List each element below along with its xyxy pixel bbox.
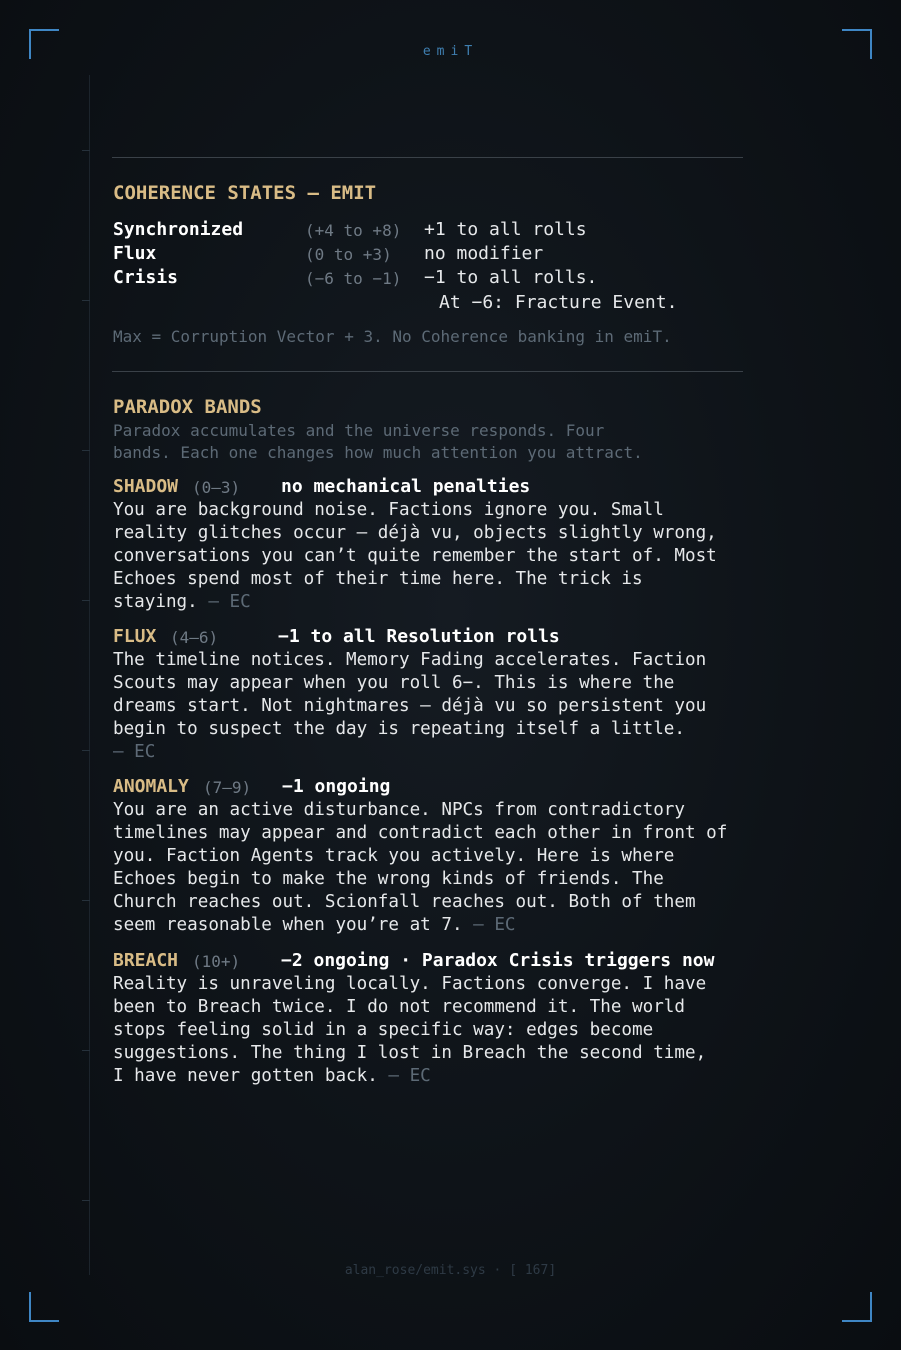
body-line: timelines may appear and contradict each other in front of [113, 823, 728, 844]
body-line: been to Breach twice. I do not recommend it. The world [113, 997, 685, 1018]
frame-corner-bottom-left [29, 1292, 59, 1322]
band-anomaly [113, 776, 753, 938]
body-line-last [113, 1065, 753, 1088]
body-line: Scouts may appear when you roll 6−. This is where the [113, 673, 675, 694]
body-line: I have never gotten back. [113, 1066, 389, 1087]
band-name: BREACH [113, 950, 179, 971]
band-body [113, 799, 753, 938]
state-range: (−6 to −1) [305, 269, 402, 288]
margin-tick [82, 1050, 90, 1051]
margin-tick [82, 600, 90, 601]
state-range: (+4 to +8) [305, 221, 402, 240]
signature: — EC [473, 915, 516, 936]
page-footer: alan_rose/emit.sys · [ 167] [344, 1263, 557, 1278]
body-line-last [113, 741, 753, 764]
body-line: Echoes spend most of their time here. The trick is [113, 569, 643, 590]
band-effect: −1 ongoing [282, 776, 391, 797]
intro-line: bands. Each one changes how much attention you attract. [113, 443, 643, 462]
paradox-heading: PARADOX BANDS [113, 396, 262, 418]
signature: — EC [113, 742, 156, 763]
body-line: The timeline notices. Memory Fading accelerates. Faction [113, 650, 707, 670]
body-line: conversations you can’t quite remember the start of. Most [113, 546, 717, 567]
body-line: staying. [113, 592, 209, 613]
divider [112, 157, 743, 158]
band-name: FLUX [113, 626, 157, 647]
state-effect: no modifier [424, 243, 544, 264]
band-header [113, 476, 753, 499]
body-line: You are background noise. Factions ignore you. Small [113, 500, 664, 520]
body-line: stops feeling solid in a specific way: edges become [113, 1020, 654, 1041]
body-line: dreams start. Not nightmares — déjà vu so persistent you [113, 696, 707, 717]
state-name: Crisis [113, 267, 179, 288]
margin-tick [82, 900, 90, 901]
state-effect: +1 to all rolls [424, 219, 587, 240]
band-header [113, 626, 753, 649]
body-line: Church reaches out. Scionfall reaches out. Both of them [113, 892, 696, 913]
paradox-intro [113, 420, 643, 464]
margin-tick [82, 450, 90, 451]
body-line: suggestions. The thing I lost in Breach the second time, [113, 1043, 707, 1064]
band-body [113, 973, 753, 1088]
state-name: Synchronized [113, 219, 244, 240]
band-effect: no mechanical penalties [281, 476, 531, 497]
body-line: you. Faction Agents track you actively. Here is where [113, 846, 675, 867]
margin-tick [82, 300, 90, 301]
signature: — EC [208, 592, 251, 613]
margin-tick [82, 150, 90, 151]
band-range: (10+) [192, 952, 241, 971]
body-line: reality glitches occur — déjà vu, objects slightly wrong, [113, 523, 717, 544]
band-effect: −2 ongoing · Paradox Crisis triggers now [281, 950, 715, 971]
fracture-event-note: At −6: Fracture Event. [439, 292, 678, 313]
intro-line: Paradox accumulates and the universe responds. Four [113, 421, 605, 440]
coherence-heading: COHERENCE STATES — EMIT [113, 182, 377, 204]
band-range: (7–9) [203, 778, 252, 797]
band-name: ANOMALY [113, 776, 189, 797]
state-range: (0 to +3) [305, 245, 392, 264]
band-shadow [113, 476, 753, 614]
page-header: emiT [422, 44, 479, 59]
body-line: seem reasonable when you’re at 7. [113, 915, 474, 936]
divider [112, 371, 743, 372]
body-line-last [113, 591, 753, 614]
margin-rule [89, 75, 90, 1275]
band-header [113, 776, 753, 799]
body-line-last [113, 914, 753, 937]
body-line: begin to suspect the day is repeating itself a little. [113, 719, 685, 740]
coherence-note: Max = Corruption Vector + 3. No Coherence banking in emiT. [113, 327, 672, 346]
band-range: (0–3) [192, 478, 241, 497]
body-line: Reality is unraveling locally. Factions converge. I have [113, 974, 707, 994]
band-body [113, 649, 753, 764]
band-body [113, 499, 753, 614]
band-effect: −1 to all Resolution rolls [278, 626, 560, 647]
band-breach [113, 950, 753, 1088]
body-line: You are an active disturbance. NPCs from contradictory [113, 800, 685, 820]
margin-tick [82, 1200, 90, 1201]
band-flux [113, 626, 753, 764]
state-name: Flux [113, 243, 157, 264]
margin-tick [82, 750, 90, 751]
band-name: SHADOW [113, 476, 179, 497]
band-range: (4–6) [170, 628, 219, 647]
body-line: Echoes begin to make the wrong kinds of friends. The [113, 869, 664, 890]
signature: — EC [388, 1066, 431, 1087]
frame-corner-bottom-right [842, 1292, 872, 1322]
band-header [113, 950, 753, 973]
state-effect: −1 to all rolls. [424, 267, 598, 288]
